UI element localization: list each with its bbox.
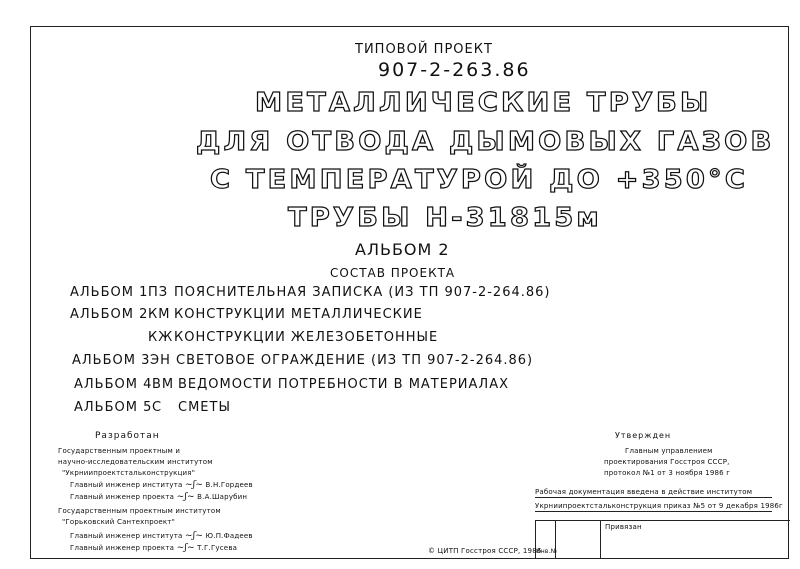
chief-engineer2-name: Ю.П.Фадеев (205, 532, 253, 540)
list-item (72, 353, 533, 368)
signature-icon: ~ʃ~ (184, 480, 204, 490)
title-line-2: ДЛЯ ОТВОДА ДЫМОВЫХ ГАЗОВ (196, 127, 775, 157)
inventory-label: Инв.№ (536, 548, 558, 555)
album-label: АЛЬБОМ 3 (72, 353, 151, 368)
title-line-3: С ТЕМПЕРАТУРОЙ ДО +350°С (210, 165, 749, 195)
enacted-line1: Рабочая документация введена в действие институтом (535, 488, 753, 496)
org1-line3: "Укрниипроектстальконструкция" (62, 469, 196, 477)
album-label: АЛЬБОМ 5 (74, 400, 153, 415)
approved-line1: Главным управлением (625, 447, 713, 455)
approved-line3: протокол №1 от 3 ноября 1986 г (604, 469, 731, 477)
album-code: КЖ (148, 330, 174, 345)
chief-engineer2-label: Главный инженер института (70, 532, 183, 540)
album-label: АЛЬБОМ 1 (70, 285, 149, 300)
album-code: ВМ (152, 377, 175, 392)
project-type: ТИПОВОЙ ПРОЕКТ (355, 42, 493, 57)
org1-line1: Государственным проектным и (58, 447, 181, 455)
signature-icon: ~ʃ~ (176, 543, 195, 553)
album-label: АЛЬБОМ 2 (70, 307, 149, 322)
project-number: 907-2-263.86 (378, 59, 531, 81)
album-description: СВЕТОВОЕ ОГРАЖДЕНИЕ (ИЗ ТП 907-2-264.86) (176, 353, 534, 368)
project-engineer-label: Главный инженер проекта (70, 493, 175, 501)
composition-heading: СОСТАВ ПРОЕКТА (330, 266, 456, 280)
project-engineer-name: В.А.Шарубин (197, 493, 248, 501)
list-item (74, 377, 509, 392)
album-code: ПЗ (148, 285, 169, 300)
stamp-border-top (535, 520, 790, 521)
album-description: КОНСТРУКЦИИ МЕТАЛЛИЧЕСКИЕ (174, 307, 423, 322)
divider (535, 497, 772, 498)
org1-line2: научно-исследовательским институтом (58, 458, 213, 466)
developed-heading: Разработан (95, 431, 160, 441)
title-line-1: МЕТАЛЛИЧЕСКИЕ ТРУБЫ (255, 88, 712, 118)
approved-line2: проектирования Госстроя СССР, (604, 458, 730, 466)
stamp-divider-2 (600, 520, 601, 559)
chief-engineer2-row (70, 531, 253, 541)
title-line-4: ТРУБЫ Н-31815м (288, 203, 602, 233)
chief-engineer-row (70, 480, 253, 490)
project-engineer2-name: Т.Г.Гусева (197, 544, 238, 552)
list-item (70, 307, 423, 322)
list-item (70, 285, 551, 300)
divider (535, 511, 772, 512)
copyright: © ЦИТП Госстроя СССР, 1986 (428, 547, 542, 555)
chief-engineer-name: В.Н.Гордеев (205, 481, 253, 489)
album-code: ЭН (150, 353, 171, 368)
project-engineer2-row (70, 543, 237, 553)
signature-icon: ~ʃ~ (176, 492, 195, 502)
album-description: ПОЯСНИТЕЛЬНАЯ ЗАПИСКА (ИЗ ТП 907-2-264.86) (174, 285, 551, 300)
album-code: С (152, 400, 163, 415)
list-item (74, 400, 231, 415)
signature-icon: ~ʃ~ (184, 531, 204, 541)
album-description: ВЕДОМОСТИ ПОТРЕБНОСТИ В МАТЕРИАЛАХ (178, 377, 509, 392)
approved-heading: Утвержден (615, 431, 672, 440)
list-item (70, 330, 438, 345)
enacted-line2: Укрниипроектстальконструкция приказ №5 от 9 декабря 1986г (535, 502, 783, 510)
org2-line2: "Горьковский Сантехпроект" (62, 518, 175, 526)
album-description: КОНСТРУКЦИИ ЖЕЛЕЗОБЕТОННЫЕ (174, 330, 439, 345)
chief-engineer-label: Главный инженер института (70, 481, 183, 489)
project-engineer-row (70, 492, 247, 502)
org2-line1: Государственным проектным институтом (58, 507, 221, 515)
album-label: АЛЬБОМ 4 (74, 377, 153, 392)
album-number: АЛЬБОМ 2 (355, 240, 450, 259)
privyazan-label: Привязан (605, 523, 642, 531)
album-description: СМЕТЫ (178, 400, 231, 415)
album-code: КМ (148, 307, 171, 322)
project-engineer2-label: Главный инженер проекта (70, 544, 175, 552)
